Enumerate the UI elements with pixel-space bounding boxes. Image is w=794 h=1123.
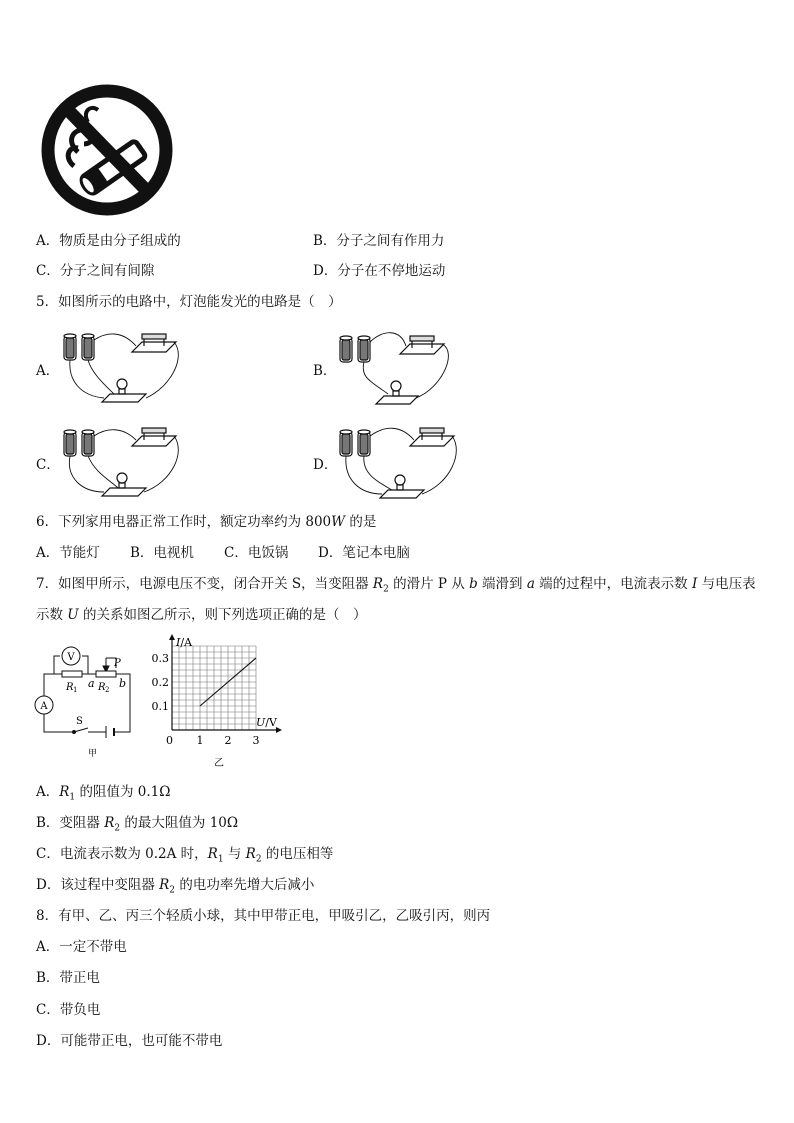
q5-circuit-a	[62, 326, 184, 408]
terminal-b-label: b	[119, 677, 127, 690]
q7-var: U	[67, 607, 79, 623]
q5-label-a: A．	[36, 363, 60, 379]
battery-icon	[64, 334, 94, 360]
q7-sub: 2	[383, 584, 389, 595]
opt-text: D．该过程中变阻器	[36, 877, 160, 893]
ammeter-label: A	[40, 701, 48, 712]
q5-circuit-b	[338, 328, 460, 410]
opt-sub: 1	[217, 854, 224, 865]
q6-option-a: A．节能灯	[36, 545, 100, 561]
q7-text: 示数	[36, 607, 68, 623]
q6-option-d: D．笔记本电脑	[318, 545, 410, 561]
q7-option-c	[36, 842, 333, 865]
bulb-icon	[102, 379, 146, 402]
q7-var: I	[691, 576, 698, 592]
q7-text: 的滑片 P 从	[388, 576, 470, 592]
y-axis-label	[175, 636, 193, 649]
q7-option-a	[36, 780, 170, 803]
opt-text: C．电流表示数为 0.2A 时，	[36, 846, 208, 862]
r1-sub: 1	[73, 686, 78, 694]
switch-icon	[132, 334, 176, 352]
r1-label: R	[66, 682, 74, 693]
y-tick-label: 0.2	[151, 676, 169, 689]
opt-var: R	[207, 846, 218, 862]
q6-option-b: B．电视机	[130, 545, 194, 561]
r2-label: R	[98, 682, 106, 693]
y-tick-label: 0.3	[151, 652, 169, 665]
voltmeter-label: V	[67, 652, 75, 663]
q6-stem	[36, 510, 376, 530]
q7-text: 7．如图甲所示，电源电压不变，闭合开关 S，当变阻器	[36, 576, 373, 592]
opt-text: B．变阻器	[36, 815, 105, 831]
q8-option-d: D．可能带正电，也可能不带电	[36, 1033, 223, 1049]
x-axis-var: U	[256, 716, 266, 729]
q7-var: b	[469, 576, 478, 592]
switch-icon	[410, 428, 454, 446]
opt-text: 的阻值为 0.1Ω	[75, 784, 171, 800]
q7-circuit-diagram	[34, 644, 150, 760]
q5-stem: 5．如图所示的电路中，灯泡能发光的电路是（ ）	[36, 294, 342, 310]
slider-p-label: P	[114, 658, 121, 669]
battery-icon	[340, 430, 370, 456]
battery-icon	[340, 336, 370, 362]
x-tick-label: 2	[224, 734, 232, 747]
q6-stem-text: 6．下列家用电器正常工作时，额定功率约为 800	[36, 514, 332, 530]
q6-stem-end: 的是	[345, 514, 377, 530]
q7-text: 端的过程中，电流表示数	[534, 576, 692, 592]
no-smoking-sign	[38, 82, 176, 218]
x-tick-label: 3	[252, 734, 260, 747]
x-tick-label: 1	[196, 734, 204, 747]
q8-stem: 8．有甲、乙、丙三个轻质小球，其中甲带正电，甲吸引乙，乙吸引丙，则丙	[36, 908, 491, 924]
q5-circuit-c	[62, 422, 184, 504]
opt-var: R	[245, 846, 256, 862]
q7-text: 的关系如图乙所示，则下列选项正确的是（ ）	[78, 607, 367, 623]
q7-text: 端滑到	[477, 576, 527, 592]
q4-option-c: C．分子之间有间隙	[36, 263, 155, 279]
bulb-icon	[102, 473, 146, 496]
terminal-a-label: a	[88, 677, 95, 690]
opt-text: 的最大阻值为 10Ω	[120, 815, 239, 831]
q7-option-d	[36, 873, 314, 896]
y-axis-arrow	[169, 634, 175, 640]
opt-var: R	[59, 784, 70, 800]
opt-text: A．	[36, 784, 60, 800]
q8-option-c: C．带负电	[36, 1002, 101, 1018]
circuit-caption: 甲	[88, 749, 98, 759]
q5-label-c: C．	[36, 457, 60, 473]
origin-label: 0	[166, 734, 173, 747]
opt-var: R	[159, 877, 170, 893]
y-tick-label: 0.1	[151, 700, 169, 713]
q8-option-b: B．带正电	[36, 970, 100, 986]
q5-label-b: B．	[313, 363, 337, 379]
q7-option-b	[36, 811, 238, 834]
opt-var: R	[104, 815, 115, 831]
opt-text: 的电压相等	[261, 846, 334, 862]
q7-stem-line1	[36, 572, 756, 595]
opt-sub: 2	[114, 823, 121, 834]
q7-stem-line2	[36, 603, 366, 623]
q4-option-b: B．分子之间有作用力	[313, 233, 445, 249]
opt-sub: 2	[169, 885, 176, 896]
q7-var: R	[372, 576, 384, 592]
graph-caption: 乙	[214, 758, 224, 769]
q7-var: a	[526, 576, 535, 592]
q7-text: 与电压表	[697, 576, 756, 592]
q8-option-a: A．一定不带电	[36, 939, 127, 955]
y-axis-var: I	[176, 636, 181, 649]
y-axis-unit: /A	[180, 636, 193, 649]
switch-label: S	[76, 716, 83, 727]
switch-icon	[400, 336, 444, 354]
q4-option-d: D．分子在不停地运动	[313, 263, 446, 279]
opt-text: 的电功率先增大后减小	[175, 877, 315, 893]
q7-iu-graph	[148, 634, 282, 770]
opt-text: 与	[223, 846, 246, 862]
r2-sub: 2	[105, 686, 110, 694]
q5-circuit-d	[338, 422, 462, 504]
q6-option-c: C．电饭锅	[224, 545, 289, 561]
graph-grid	[172, 646, 256, 730]
battery-icon	[64, 430, 94, 456]
q5-label-d: D．	[313, 457, 338, 473]
bulb-icon	[376, 381, 418, 404]
q4-option-a: A．物质是由分子组成的	[36, 233, 181, 249]
x-axis-label	[256, 716, 278, 729]
x-axis-unit: /V	[265, 716, 277, 729]
q6-stem-unit: W	[331, 514, 346, 530]
switch-icon	[132, 428, 176, 446]
opt-sub: 1	[69, 792, 76, 803]
opt-sub: 2	[255, 854, 262, 865]
